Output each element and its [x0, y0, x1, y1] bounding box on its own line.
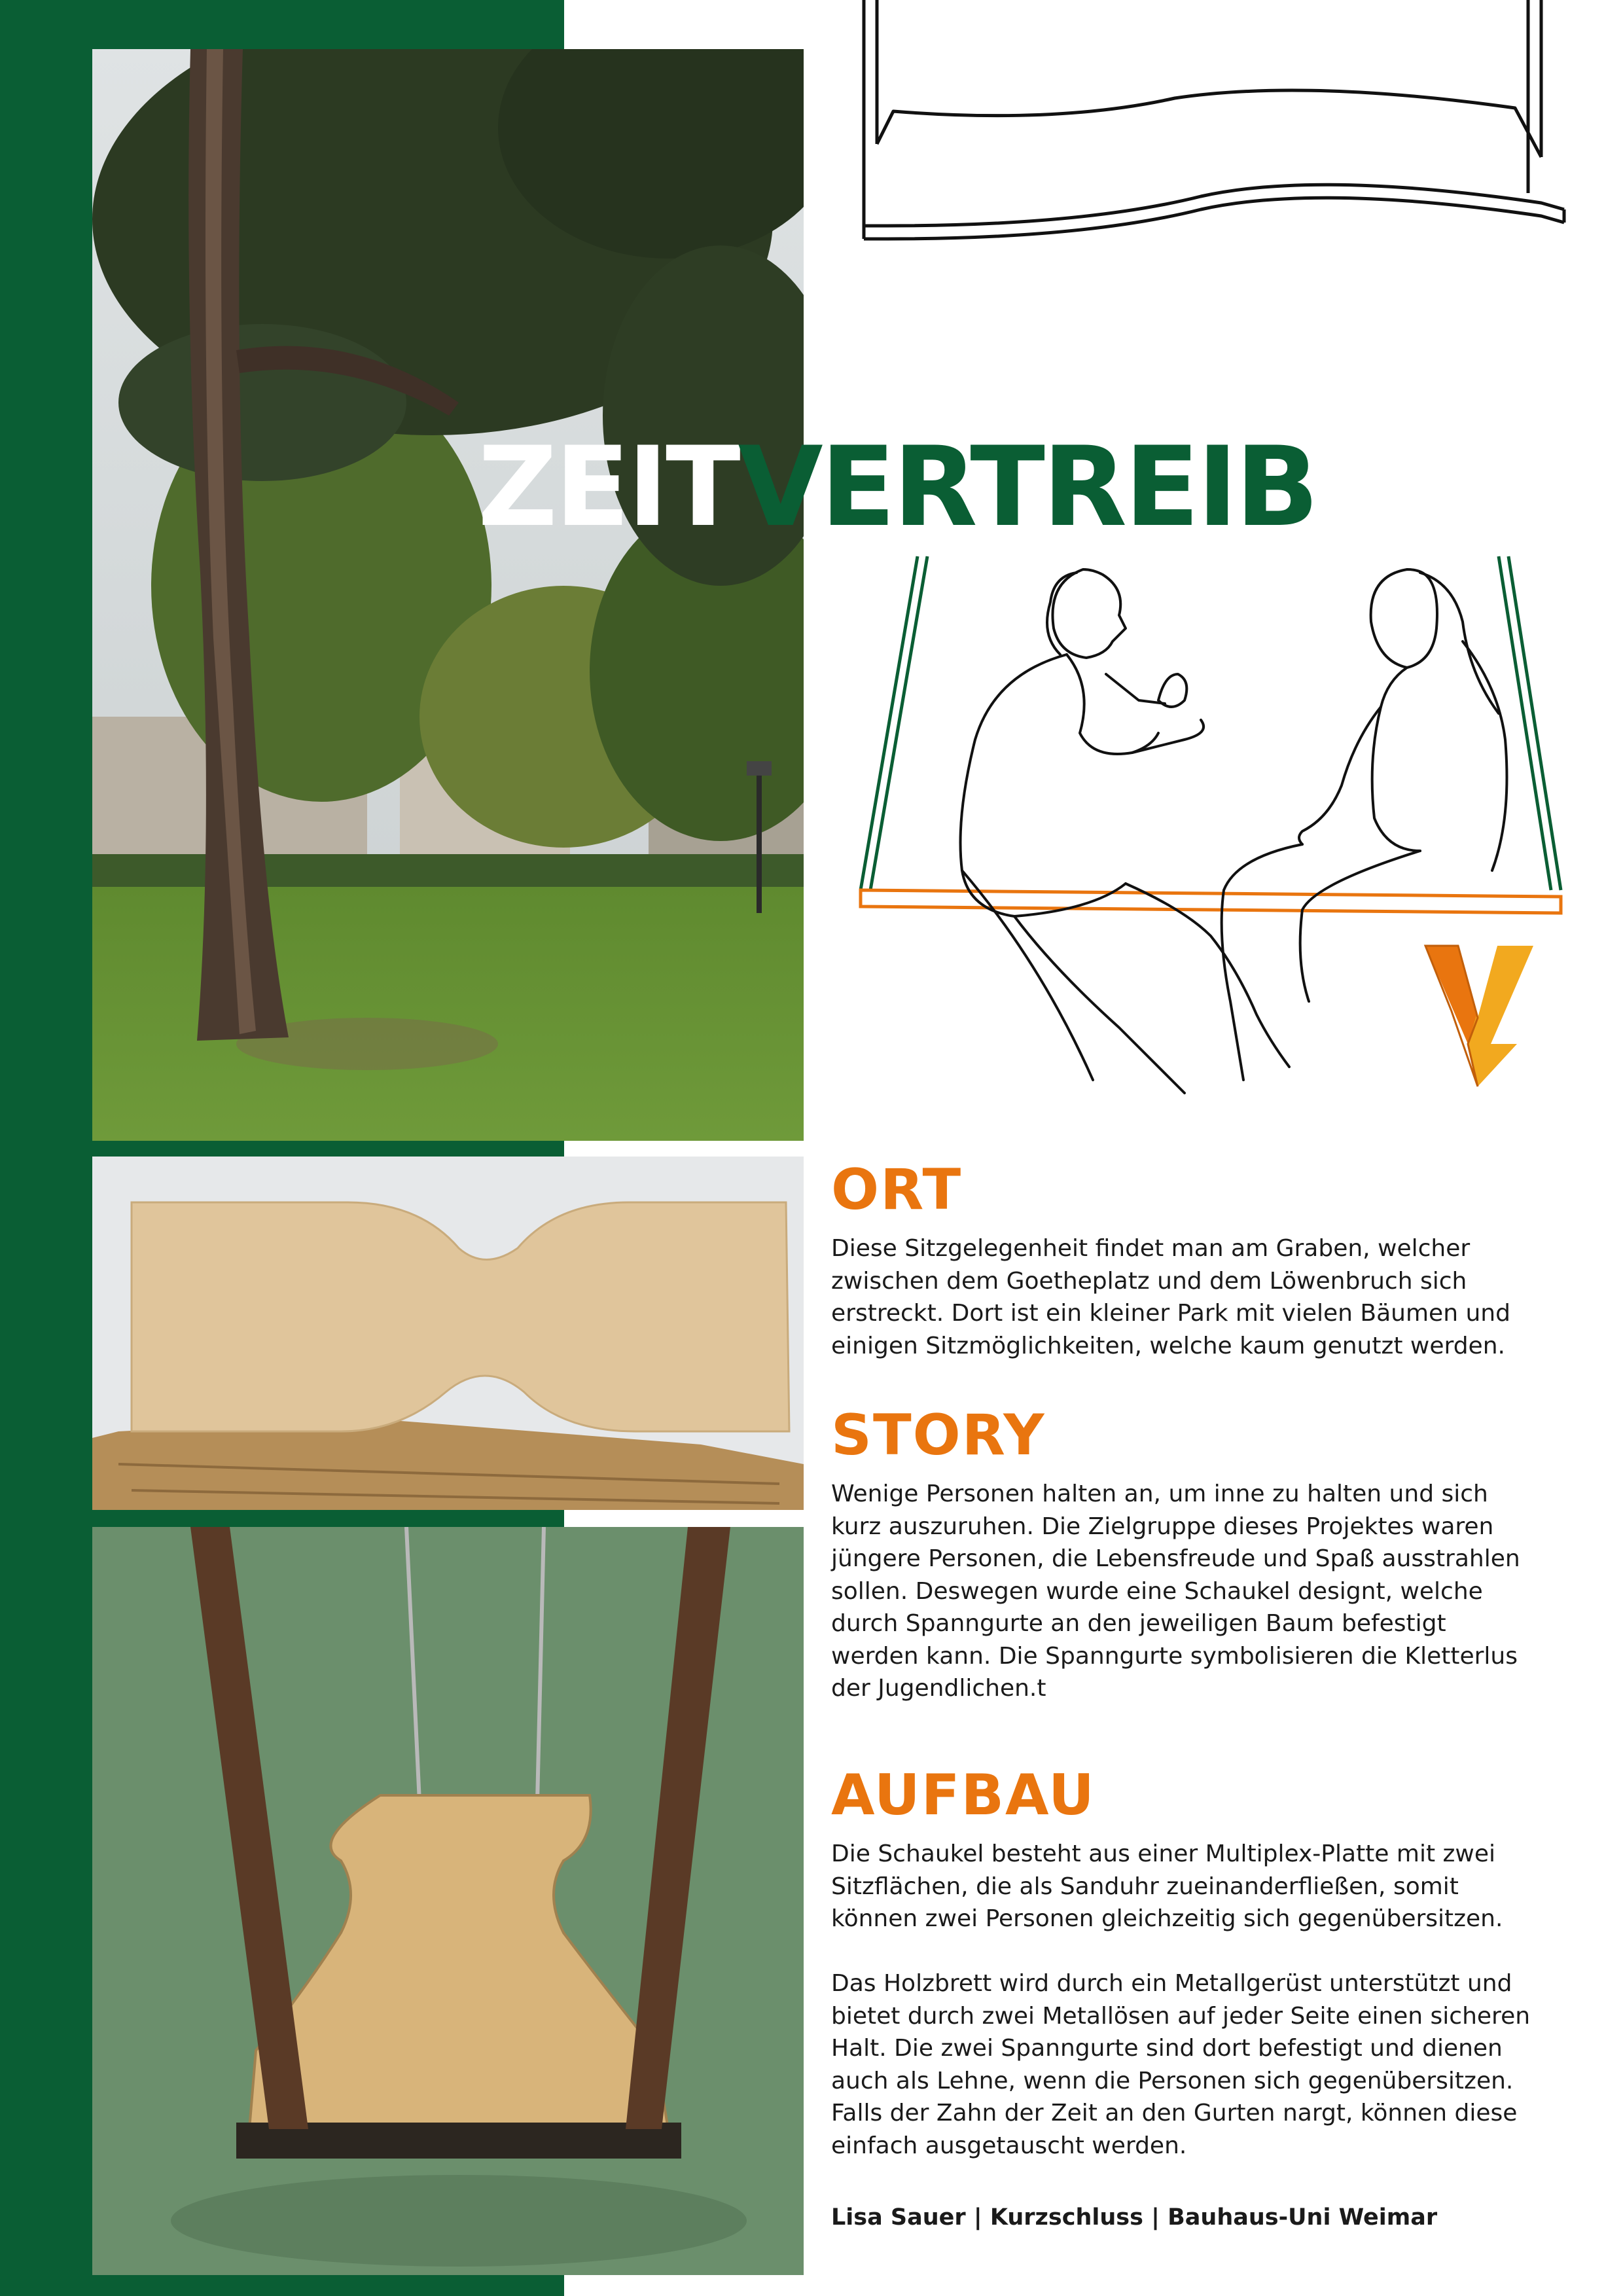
title-part-white: ZEIT: [478, 423, 738, 551]
swing-sketch-top: [847, 0, 1567, 255]
author-credit: Lisa Sauer | Kurzschluss | Bauhaus-Uni Weimar: [831, 2204, 1438, 2231]
park-tree-photo: [92, 49, 804, 1141]
section-heading-story: STORY: [831, 1403, 1046, 1468]
section-body-ort: Diese Sitzgelegenheit findet man am Graben, welcher zwischen dem Goetheplatz und dem Löwenbruch sich erstreckt. Dort ist ein kleiner Park mit vielen Bäumen und einigen Sitzmöglichkeiten, welche kaum genutzt werden.: [831, 1235, 1510, 1359]
section-aufbau: [831, 1763, 1577, 2162]
section-body-story: Wenige Personen halten an, um inne zu halten und sich kurz auszuruhen. Die Zielgruppe dieses Projektes waren jüngere Personen, die Lebensfreude und Spaß ausstrahlen sollen. Deswegen wurde eine Schaukel designt, welche durch Spanngurte an den jeweiligen Baum befestigt werden kann. Die Spanngurte symbolisieren die Kletterlus der Jugendlichen.t: [831, 1480, 1520, 1702]
poster-title: [478, 423, 1317, 551]
vs-logo: [1419, 933, 1537, 1090]
section-heading-aufbau: AUFBAU: [831, 1763, 1096, 1828]
section-heading-ort: ORT: [831, 1157, 963, 1223]
section-body-aufbau: Die Schaukel besteht aus einer Multiplex-Platte mit zwei Sitzflächen, die als Sanduhr zueinanderfließen, somit können zwei Personen gleichzeitig sich gegenübersitzen. Das Holzbrett wird durch ein Metallgerüst unterstützt und bietet durch zwei Metallösen auf jeder Seite einen sicheren Halt. Die zwei Spanngurte sind dort befestigt und dienen auch als Lehne, wenn die Personen sich gegenübersitzen. Falls der Zahn der Zeit an den Gurten nargt, können diese einfach ausgetauscht werden.: [831, 1840, 1531, 2159]
title-part-green: VERTREIB: [738, 423, 1317, 551]
swing-photo: [92, 1527, 804, 2275]
section-story: [831, 1403, 1577, 1705]
plywood-board-photo: [92, 1157, 804, 1510]
section-ort: [831, 1157, 1577, 1362]
